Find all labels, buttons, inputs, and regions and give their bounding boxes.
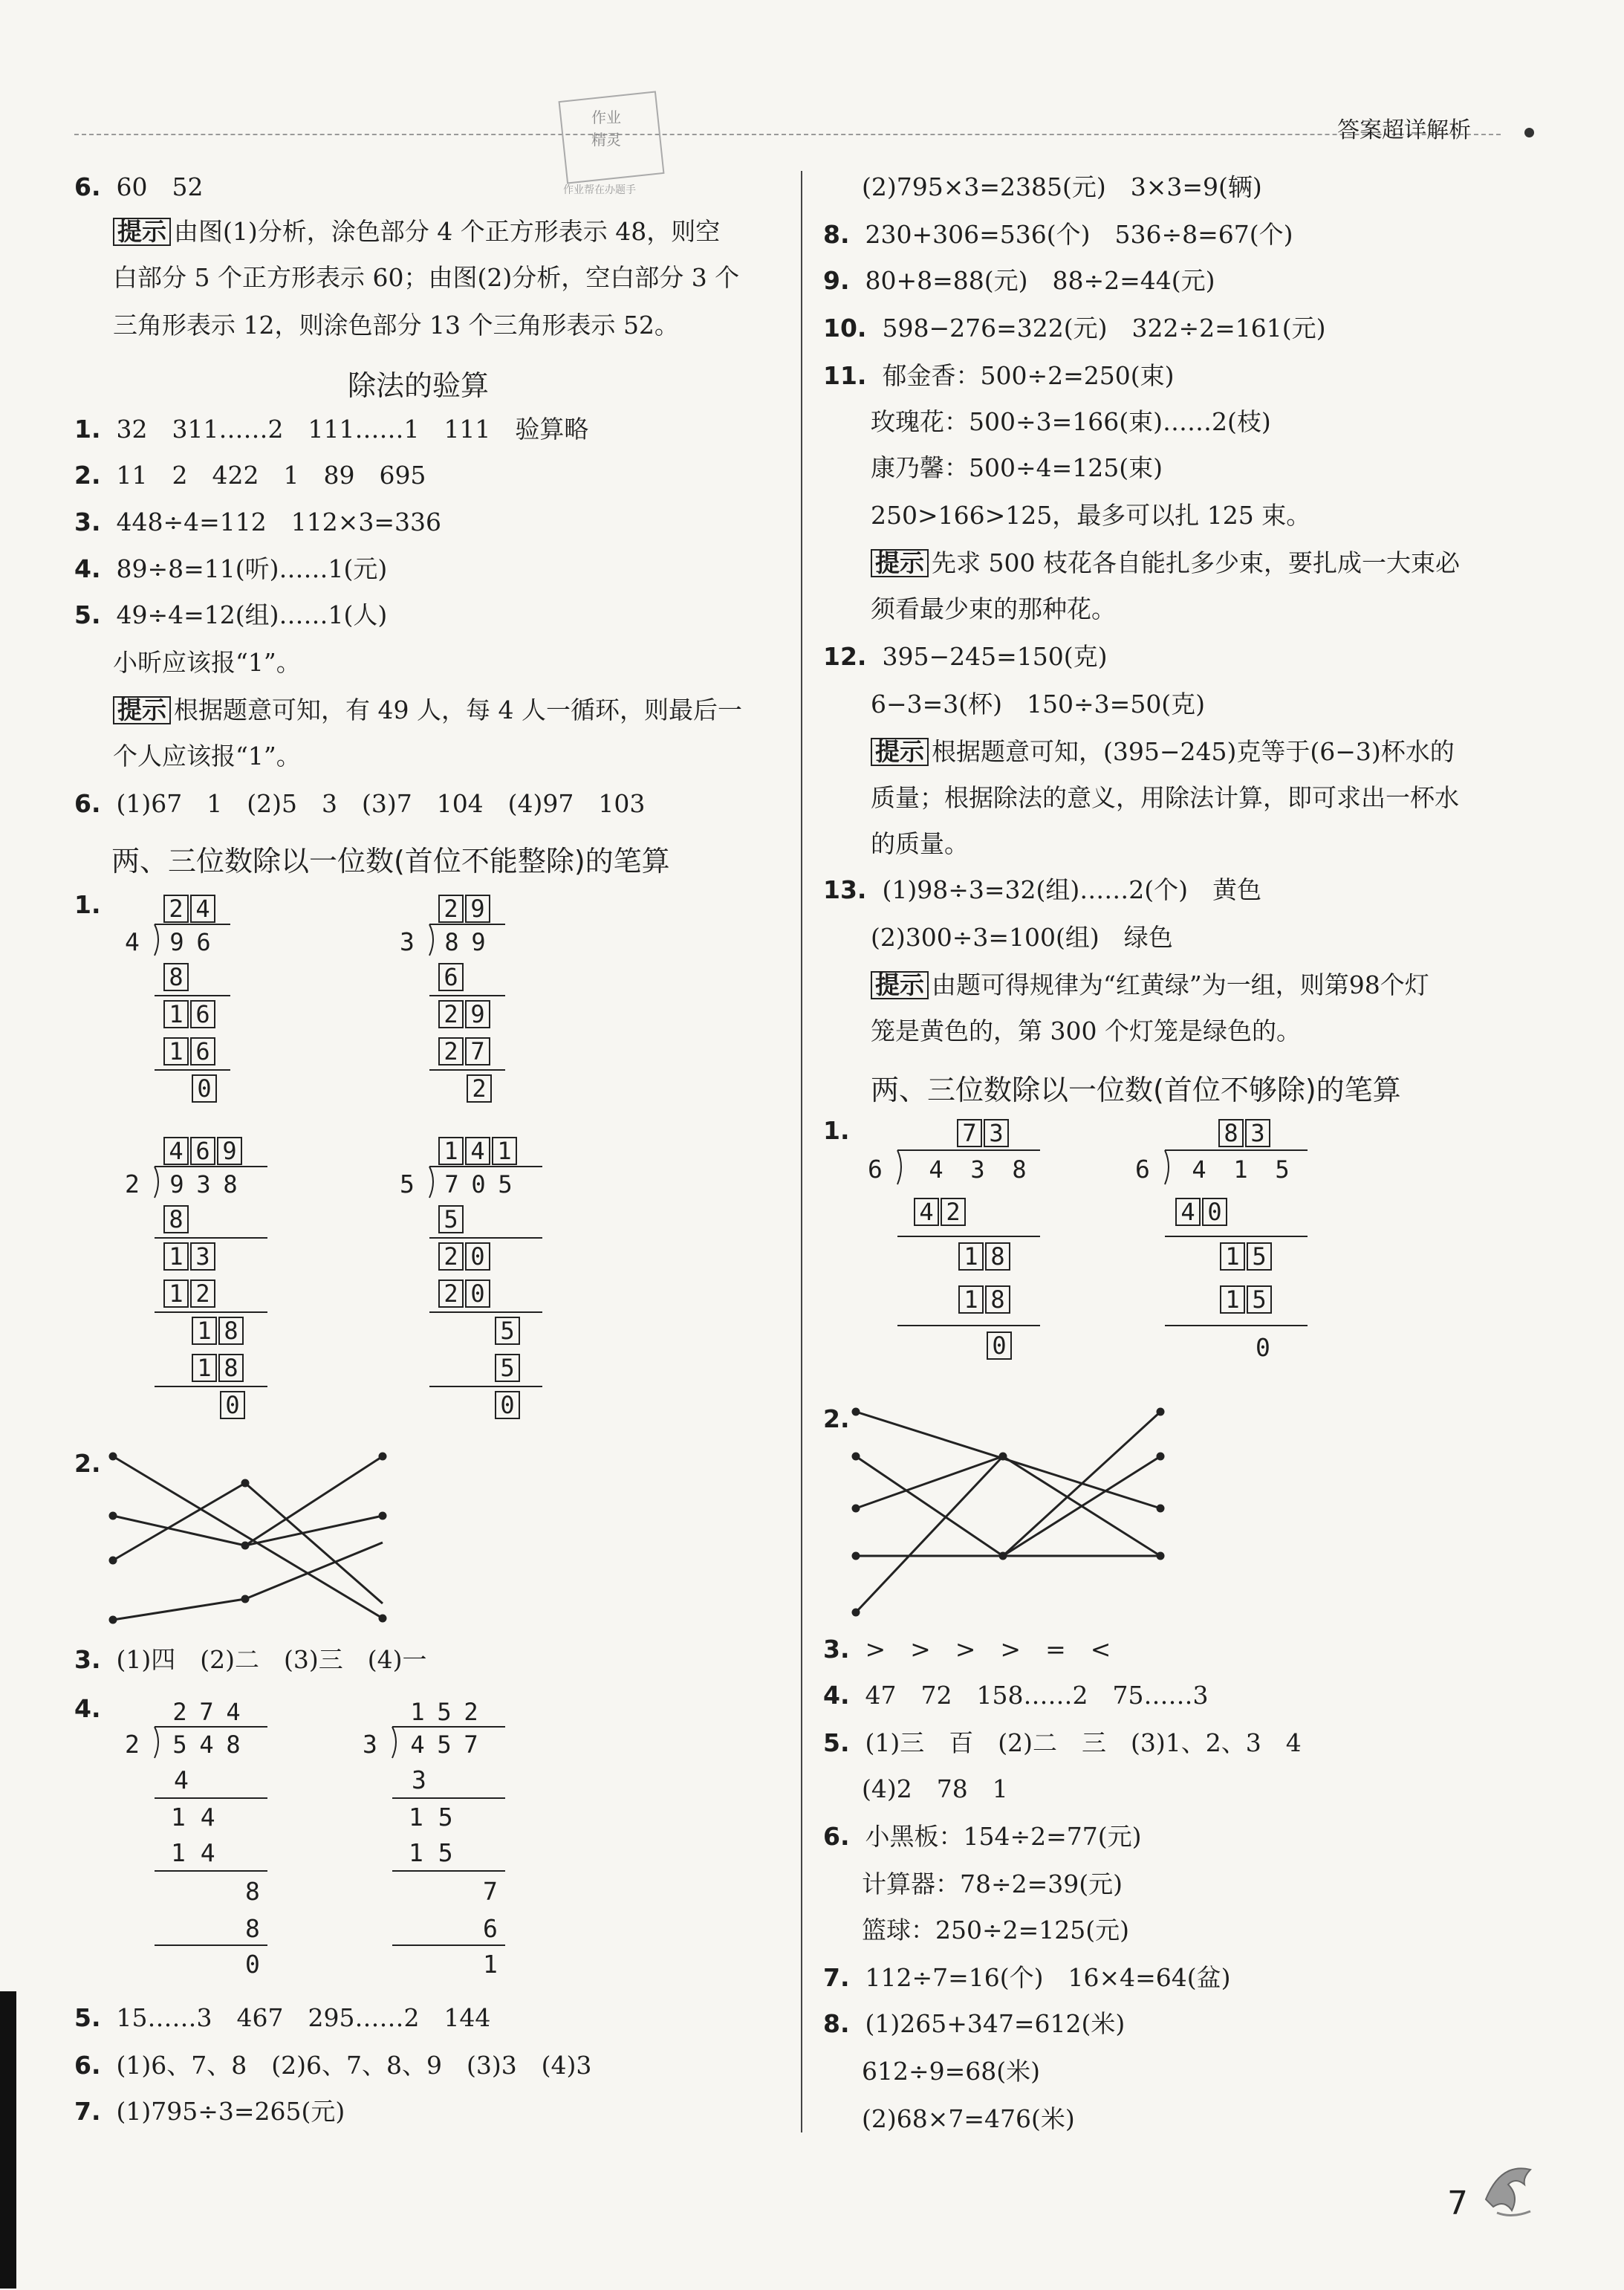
dot bbox=[110, 1557, 116, 1563]
long-division-938-by-2: 4 6 9 2 9 3 8 8 1 3 1 2 1 8 1 8 0 bbox=[119, 1137, 297, 1434]
r-answer-9: 9. 80+8=88(元) 88÷2=44(元) bbox=[823, 266, 1215, 295]
tip-badge: 提示 bbox=[113, 696, 171, 724]
matching-diagram-right bbox=[847, 1397, 1189, 1620]
section-title-3: 两、三位数除以一位数(首位不够除)的笔算 bbox=[871, 1074, 1401, 1106]
r13-tip-line-1: 提示 由题可得规律为“红黄绿”为一组，则第98个灯 bbox=[871, 970, 1429, 1000]
dot bbox=[1000, 1553, 1006, 1559]
r-answer-12: 12. 395−245=150(克) bbox=[823, 642, 1108, 671]
t-answer-6c: 篮球：250÷2=125(元) bbox=[862, 1916, 1130, 1944]
r12-tip-line-1: 提示 根据题意可知，(395−245)克等于(6−3)杯水的 bbox=[871, 737, 1455, 767]
tip-badge: 提示 bbox=[113, 218, 171, 246]
header-dashed-line bbox=[74, 134, 1501, 135]
t-answer-2-label: 2. bbox=[823, 1404, 850, 1433]
t-answer-5: 5. (1)三 百 (2)二 三 (3)1、2、3 4 bbox=[823, 1728, 1302, 1757]
r-answer-8: 8. 230+306=536(个) 536÷8=67(个) bbox=[823, 220, 1293, 249]
tip-line-3: 三角形表示 12，则涂色部分 13 个三角形表示 52。 bbox=[113, 311, 679, 340]
dot bbox=[110, 1453, 116, 1459]
s1-answer-6: 6. (1)67 1 (2)5 3 (3)7 104 (4)97 103 bbox=[74, 789, 646, 818]
dot bbox=[1157, 1553, 1163, 1559]
tip-line-1: 提示 由图(1)分析，涂色部分 4 个正方形表示 48，则空 bbox=[113, 217, 720, 247]
dot bbox=[1157, 1409, 1163, 1415]
dot bbox=[853, 1609, 859, 1615]
dot bbox=[853, 1453, 859, 1459]
r-answer-13b: (2)300÷3=100(组) 绿色 bbox=[871, 923, 1173, 952]
dot bbox=[1000, 1453, 1006, 1459]
tip-badge: 提示 bbox=[871, 549, 929, 577]
t-answer-3: 3. > > > > = < bbox=[823, 1635, 1111, 1664]
t-answer-8: 8. (1)265+347=612(米) bbox=[823, 2009, 1126, 2038]
r-answer-7b: (2)795×3=2385(元) 3×3=9(辆) bbox=[862, 172, 1262, 201]
header-bullet-icon bbox=[1524, 128, 1534, 137]
dot bbox=[1157, 1505, 1163, 1511]
s1-tip-line-2: 个人应该报“1”。 bbox=[113, 742, 301, 771]
tip-badge: 提示 bbox=[871, 971, 929, 999]
t-answer-6: 6. 小黑板：154÷2=77(元) bbox=[823, 1822, 1142, 1851]
tip-line-2: 白部分 5 个正方形表示 60；由图(2)分析，空白部分 3 个 bbox=[113, 263, 740, 292]
s1-answer-2: 2. 11 2 422 1 89 695 bbox=[74, 461, 426, 490]
page-number: 7 bbox=[1447, 2184, 1468, 2222]
s2-answer-5: 5. 15……3 467 295……2 144 bbox=[74, 2003, 491, 2032]
header-title: 答案超详解析 bbox=[1337, 117, 1471, 143]
dot bbox=[853, 1409, 859, 1415]
dot bbox=[110, 1617, 116, 1623]
dot bbox=[1157, 1453, 1163, 1459]
section-title-1: 除法的验算 bbox=[348, 369, 490, 402]
s1-tip-line-1: 提示 根据题意可知，有 49 人，每 4 人一循环，则最后一 bbox=[113, 695, 742, 725]
s1-answer-1: 1. 32 311……2 111……1 111 验算略 bbox=[74, 415, 589, 444]
long-division-415-by-6: 8 3 6 4 1 5 4 0 1 5 1 5 0 bbox=[1129, 1118, 1322, 1385]
dolphin-icon bbox=[1478, 2155, 1545, 2222]
dot bbox=[380, 1453, 386, 1459]
t-answer-8b: 612÷9=68(米) bbox=[862, 2057, 1041, 2086]
scan-edge bbox=[0, 1991, 16, 2289]
r13-tip-line-2: 笼是黄色的，第 300 个灯笼是绿色的。 bbox=[871, 1016, 1301, 1045]
s1-answer-5b: 小昕应该报“1”。 bbox=[113, 648, 301, 677]
s2-answer-2-label: 2. bbox=[74, 1449, 101, 1478]
t-answer-1-label: 1. bbox=[823, 1116, 850, 1145]
r12-tip-line-2: 质量；根据除法的意义，用除法计算，即可求出一杯水 bbox=[871, 783, 1459, 812]
s1-answer-3: 3. 448÷4=112 112×3=336 bbox=[74, 507, 442, 536]
long-division-96-by-4: 2 4 4 9 6 8 1 6 1 6 0 bbox=[119, 895, 297, 1132]
s1-answer-5: 5. 49÷4=12(组)……1(人) bbox=[74, 600, 388, 629]
r-answer-11: 11. 郁金香：500÷2=250(束) bbox=[823, 361, 1175, 390]
t-answer-8c: (2)68×7=476(米) bbox=[862, 2104, 1075, 2133]
r11-tip-line-2: 须看最少束的那种花。 bbox=[871, 594, 1116, 623]
t-answer-4: 4. 47 72 158……2 75……3 bbox=[823, 1681, 1209, 1710]
r11-tip-line-1: 提示 先求 500 枝花各自能扎多少束，要扎成一大束必 bbox=[871, 548, 1460, 578]
stamp-logo bbox=[548, 89, 675, 201]
dot bbox=[853, 1553, 859, 1559]
t-answer-6b: 计算器：78÷2=39(元) bbox=[862, 1869, 1123, 1898]
matching-diagram-left bbox=[104, 1441, 401, 1635]
r-answer-11b: 玫瑰花：500÷3=166(束)……2(枝) bbox=[871, 407, 1271, 436]
r-answer-13: 13. (1)98÷3=32(组)……2(个) 黄色 bbox=[823, 875, 1261, 904]
r-answer-11d: 250>166>125，最多可以扎 125 束。 bbox=[871, 501, 1311, 530]
stamp-text-1: 作业 bbox=[591, 108, 621, 126]
long-division-548-by-2: 2 7 4 2 5 4 8 4 1 4 1 4 8 8 0 bbox=[119, 1697, 297, 1994]
dot bbox=[242, 1480, 248, 1486]
stamp-text-3: 作业帮在办题手 bbox=[563, 184, 636, 196]
r12-tip-line-3: 的质量。 bbox=[871, 829, 969, 858]
r-answer-10: 10. 598−276=322(元) 322÷2=161(元) bbox=[823, 314, 1326, 343]
answer-6: 6. 60 52 bbox=[74, 172, 204, 201]
s1-answer-4: 4. 89÷8=11(听)……1(元) bbox=[74, 554, 388, 583]
long-division-89-by-3: 2 9 3 8 9 6 2 9 2 7 2 bbox=[394, 895, 572, 1132]
r-answer-12b: 6−3=3(杯) 150÷3=50(克) bbox=[871, 690, 1206, 719]
s2-answer-4-label: 4. bbox=[74, 1694, 101, 1723]
s2-answer-6: 6. (1)6、7、8 (2)6、7、8、9 (3)3 (4)3 bbox=[74, 2051, 592, 2080]
long-division-438-by-6: 7 3 6 4 3 8 4 2 1 8 1 8 0 bbox=[862, 1118, 1055, 1385]
r-answer-11c: 康乃馨：500÷4=125(束) bbox=[871, 453, 1163, 482]
s2-answer-1-label: 1. bbox=[74, 890, 101, 919]
dot bbox=[242, 1596, 248, 1602]
long-division-705-by-5: 1 4 1 5 7 0 5 5 2 0 2 0 5 5 0 bbox=[394, 1137, 572, 1434]
long-division-457-by-3: 1 5 2 3 4 5 7 3 1 5 1 5 7 6 1 bbox=[357, 1697, 535, 1994]
s2-answer-7: 7. (1)795÷3=265(元) bbox=[74, 2097, 345, 2126]
column-divider bbox=[801, 171, 802, 2132]
section-title-2: 两、三位数除以一位数(首位不能整除)的笔算 bbox=[111, 845, 670, 878]
stamp-text-2: 精灵 bbox=[591, 131, 621, 149]
s2-answer-3: 3. (1)四 (2)二 (3)三 (4)一 bbox=[74, 1645, 427, 1674]
dot bbox=[853, 1505, 859, 1511]
dot bbox=[110, 1513, 116, 1519]
dot bbox=[242, 1543, 248, 1548]
dot bbox=[380, 1615, 386, 1621]
tip-badge: 提示 bbox=[871, 738, 929, 766]
t-answer-7: 7. 112÷7=16(个) 16×4=64(盆) bbox=[823, 1963, 1231, 1992]
dot bbox=[380, 1513, 386, 1519]
t-answer-5b: (4)2 78 1 bbox=[862, 1774, 1008, 1803]
